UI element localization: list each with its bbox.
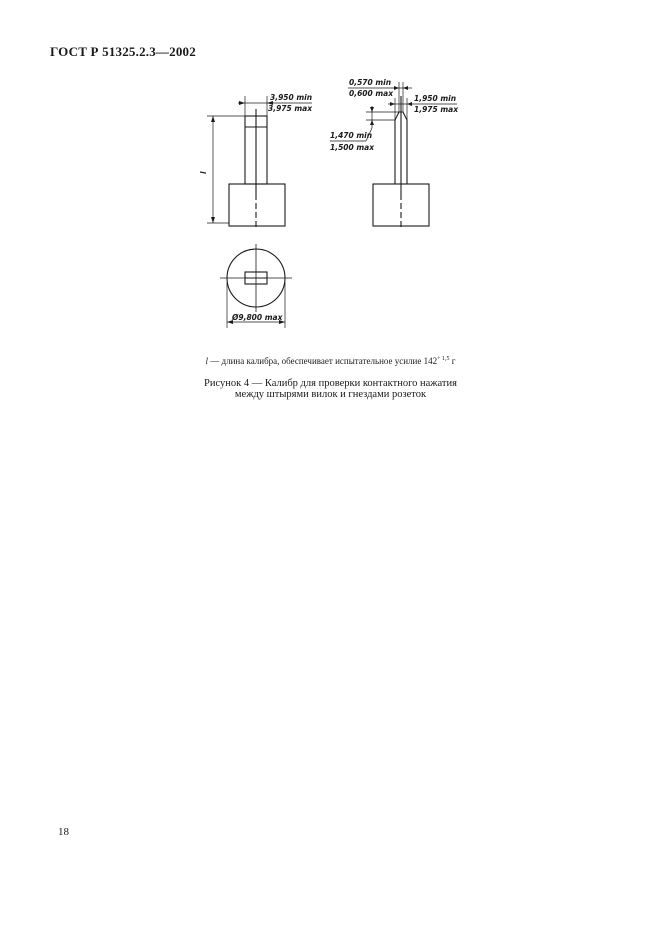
gap-max-label: 0,600 max bbox=[349, 89, 394, 98]
caption-line-1: Рисунок 4 — Калибр для проверки контактного нажатия bbox=[204, 378, 457, 389]
length-label: l bbox=[199, 171, 208, 174]
right-width-max-label: 1,975 max bbox=[414, 105, 459, 114]
right-width-min-label: 1,950 min bbox=[414, 94, 457, 103]
left-width-max-label: 3,975 max bbox=[268, 104, 313, 113]
front-view bbox=[207, 96, 312, 228]
side-view bbox=[330, 82, 457, 228]
legend-symbol: l bbox=[205, 356, 209, 366]
step-max-label: 1,500 max bbox=[330, 143, 375, 152]
legend-unit: г bbox=[449, 356, 456, 366]
caption-line-2: между штырями вилок и гнездами розеток bbox=[234, 389, 427, 400]
legend-text: — длина калибра, обеспечивает испытательное усилие 142 bbox=[208, 356, 438, 366]
gap-min-label: 0,570 min bbox=[349, 78, 392, 87]
figure-caption bbox=[0, 378, 661, 400]
document-header: ГОСТ Р 51325.2.3—2002 bbox=[50, 44, 196, 59]
page-number: 18 bbox=[58, 826, 69, 838]
step-min-label: 1,470 min bbox=[330, 131, 373, 140]
left-width-min-label: 3,950 min bbox=[270, 93, 313, 102]
diameter-label: Ø9,800 max bbox=[232, 313, 283, 322]
figure-legend bbox=[0, 356, 661, 366]
gauge-drawing bbox=[0, 0, 661, 360]
legend-tolerance: + 1,5 bbox=[437, 356, 450, 362]
gauge-base bbox=[229, 184, 285, 226]
